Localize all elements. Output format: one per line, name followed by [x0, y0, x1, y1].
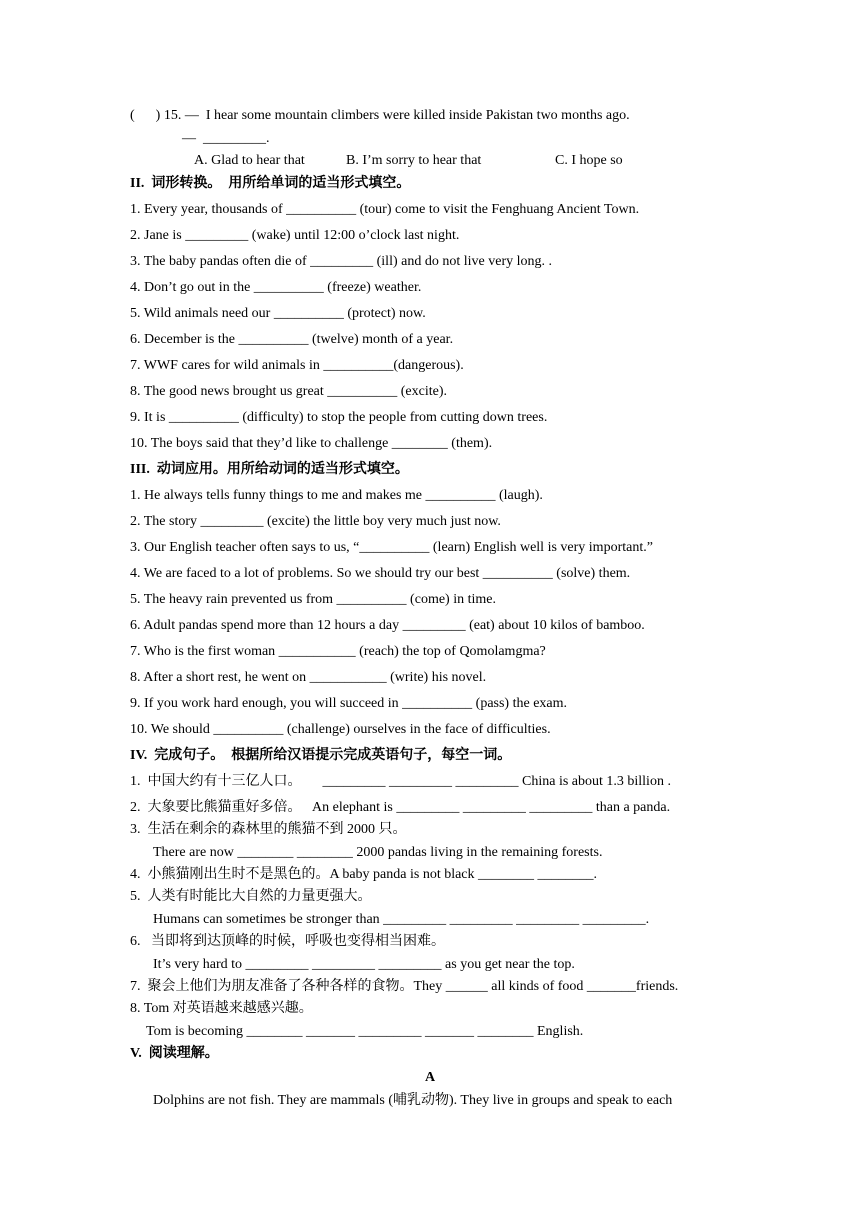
- section4-title: IV. 完成句子。 根据所给汉语提示完成英语句子，每空一词。: [130, 748, 512, 763]
- section4-item-3-cn: 3. 生活在剩余的森林里的熊猫不到 2000 只。: [130, 822, 407, 837]
- section3-item: 5. The heavy rain prevented us from __________ (come) in time.: [130, 592, 496, 607]
- q15-reply: — _________.: [182, 131, 270, 146]
- passage-first-line: Dolphins are not fish. They are mammals (哺乳动物). They live in groups and speak to each: [153, 1093, 673, 1108]
- section3-item: 9. If you work hard enough, you will succeed in __________ (pass) the exam.: [130, 696, 568, 711]
- q15-option-c: C. I hope so: [555, 153, 623, 168]
- q15-option-a: A. Glad to hear that: [194, 153, 305, 168]
- section4-item-8-cn: 8. Tom 对英语越来越感兴趣。: [130, 1001, 313, 1016]
- section2-item: 10. The boys said that they’d like to challenge ________ (them).: [130, 436, 493, 451]
- section4-item-8-en: Tom is becoming ________ _______ _________ _______ ________ English.: [146, 1024, 584, 1039]
- section3-item: 8. After a short rest, he went on ___________ (write) his novel.: [130, 670, 487, 685]
- section4-item-5-en: Humans can sometimes be stronger than _________ _________ _________ _________.: [153, 912, 650, 927]
- section3-item: 6. Adult pandas spend more than 12 hours a day _________ (eat) about 10 kilos of bamboo.: [130, 618, 645, 633]
- section4-item-3-en: There are now ________ ________ 2000 pandas living in the remaining forests.: [153, 845, 603, 860]
- section2-item: 8. The good news brought us great __________ (excite).: [130, 384, 448, 399]
- section3-item: 10. We should __________ (challenge) ourselves in the face of difficulties.: [130, 722, 551, 737]
- section4-item-1: 1. 中国大约有十三亿人口。 _________ _________ _________ China is about 1.3 billion .: [130, 774, 671, 789]
- section4-item-7: 7. 聚会上他们为朋友准备了各种各样的食物。They ______ all kinds of food _______friends.: [130, 979, 679, 994]
- section2-item: 1. Every year, thousands of __________ (tour) come to visit the Fenghuang Ancient Town.: [130, 202, 640, 217]
- section3-item: 3. Our English teacher often says to us, “__________ (learn) English well is very important.”: [130, 540, 653, 555]
- section2-title: II. 词形转换。 用所给单词的适当形式填空。: [130, 176, 411, 191]
- section4-item-2: 2. 大象要比熊猫重好多倍。 An elephant is _________ _________ _________ than a panda.: [130, 800, 671, 815]
- section4-item-6-en: It’s very hard to _________ _________ _________ as you get near the top.: [153, 957, 575, 972]
- section3-title: III. 动词应用。用所给动词的适当形式填空。: [130, 462, 409, 477]
- section4-item-6-cn: 6. 当即将到达顶峰的时候，呼吸也变得相当困难。: [130, 934, 445, 949]
- passage-label: A: [424, 1070, 436, 1085]
- section2-item: 5. Wild animals need our __________ (protect) now.: [130, 306, 426, 321]
- section3-item: 1. He always tells funny things to me and makes me __________ (laugh).: [130, 488, 543, 503]
- section3-item: 2. The story _________ (excite) the little boy very much just now.: [130, 514, 501, 529]
- section2-item: 9. It is __________ (difficulty) to stop the people from cutting down trees.: [130, 410, 548, 425]
- section3-item: 4. We are faced to a lot of problems. So we should try our best __________ (solve) them.: [130, 566, 631, 581]
- section2-item: 6. December is the __________ (twelve) month of a year.: [130, 332, 454, 347]
- section5-title: V. 阅读理解。: [130, 1046, 219, 1061]
- section2-item: 4. Don’t go out in the __________ (freeze) weather.: [130, 280, 422, 295]
- section2-item: 3. The baby pandas often die of _________ (ill) and do not live very long. .: [130, 254, 552, 269]
- section4-item-4: 4. 小熊猫刚出生时不是黑色的。A baby panda is not black ________ ________.: [130, 867, 598, 882]
- section3-item: 7. Who is the first woman ___________ (reach) the top of Qomolamgma?: [130, 644, 546, 659]
- section2-item: 2. Jane is _________ (wake) until 12:00 o’clock last night.: [130, 228, 460, 243]
- q15-option-b: B. I’m sorry to hear that: [346, 153, 482, 168]
- section4-item-5-cn: 5. 人类有时能比大自然的力量更强大。: [130, 889, 372, 904]
- q15-prompt: ( ) 15. — I hear some mountain climbers were killed inside Pakistan two months ago.: [130, 108, 630, 123]
- section2-item: 7. WWF cares for wild animals in __________(dangerous).: [130, 358, 464, 373]
